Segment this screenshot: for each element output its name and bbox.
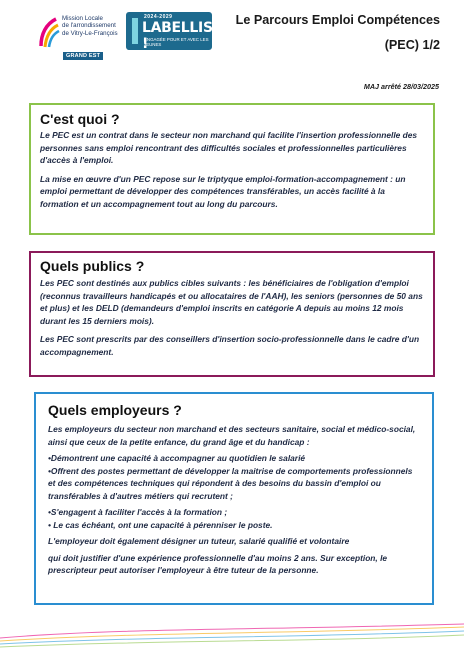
page-subtitle: (PEC) 1/2 [384,38,440,52]
page-title: Le Parcours Emploi Compétences [235,13,440,27]
label-years: 2024-2029 [144,14,173,20]
employers-tutor-1: L'employeur doit également désigner un tuteur, salarié qualifié et volontaire [48,536,350,546]
label-title: LABELLISÉE ! [142,20,232,52]
section-what-para2: La mise en œuvre d'un PEC repose sur le triptyque emploi-formation-accompagnement : un emploi permettant de développer des compétences transférables, un accès facilité à la formation et un accompagnement tout au long du parcours. [40,173,406,209]
decorative-footer-lines [0,618,464,654]
footer-lines-graphic [0,618,464,654]
employers-tutor-2: qui doit justifier d'une expérience professionnelle d'au moins 2 ans. Sur exception, le prescripteur peut autoriser l'employeur à être tuteur de la personne. [48,552,388,575]
section-what-heading: C'est quoi ? [40,111,120,127]
section-what [29,103,435,235]
update-date: MAJ arrêté 28/03/2025 [363,82,439,91]
employers-bullet-3: •S'engagent à faciliter l'accès à la formation ; [48,507,228,517]
grand-est-tag: GRAND EST [63,52,103,60]
section-what-para1: Le PEC est un contrat dans le secteur non marchand qui facilite l'insertion professionnelle des personnes sans emploi rencontrant des difficultés sociales et professionnelles particulières d'accès à l'emploi. [40,130,418,165]
mission-locale-logo [38,12,118,58]
section-employers-heading: Quels employeurs ? [48,402,182,418]
section-publics-para1: Les PEC sont destinés aux publics cibles suivants : les bénéficiaires de l'obligation d'emploi (reconnus travailleurs handicapés et ou allocataires de l'AAH), les seniors (personnes de 50 ans et plus) et les DELD (demandeurs d'emploi inscrits en catégorie A depuis au moins 12 mois durant les 15 derniers mois). [40,278,423,326]
mission-locale-logo-text: Mission Locale de l'arrondissement de Vitry-Le-François [62,15,118,37]
page-header [0,0,464,80]
section-employers [34,392,434,605]
label-badge-bar [132,18,138,44]
section-publics [29,251,435,377]
label-subtitle: ENGAGÉE POUR ET AVEC LES JEUNES [144,37,209,47]
section-publics-para2: Les PEC sont prescrits par des conseillers d'insertion socio-professionnelle dans le cadre d'un accompagnement. [40,334,420,357]
section-employers-intro: Les employeurs du secteur non marchand et des secteurs sanitaire, social et médico-social, ainsi que ceux de la petite enfance, du grand âge et du handicap : [48,424,416,447]
section-publics-heading: Quels publics ? [40,258,145,274]
mission-locale-logo-mark [38,16,60,50]
label-badge [126,12,232,52]
employers-bullet-2: •Offrent des postes permettant de développer la maitrise de comportements professionnels et des compétences techniques qui répondent à des besoins du bassin d'emploi ou transférables à d'autres métiers qui recrutent ; [48,465,413,501]
employers-bullet-4: • Le cas échéant, ont une capacité à pérenniser le poste. [48,519,273,530]
employers-bullet-1: •Démontrent une capacité à accompagner au quotidien le salarié [48,453,306,463]
